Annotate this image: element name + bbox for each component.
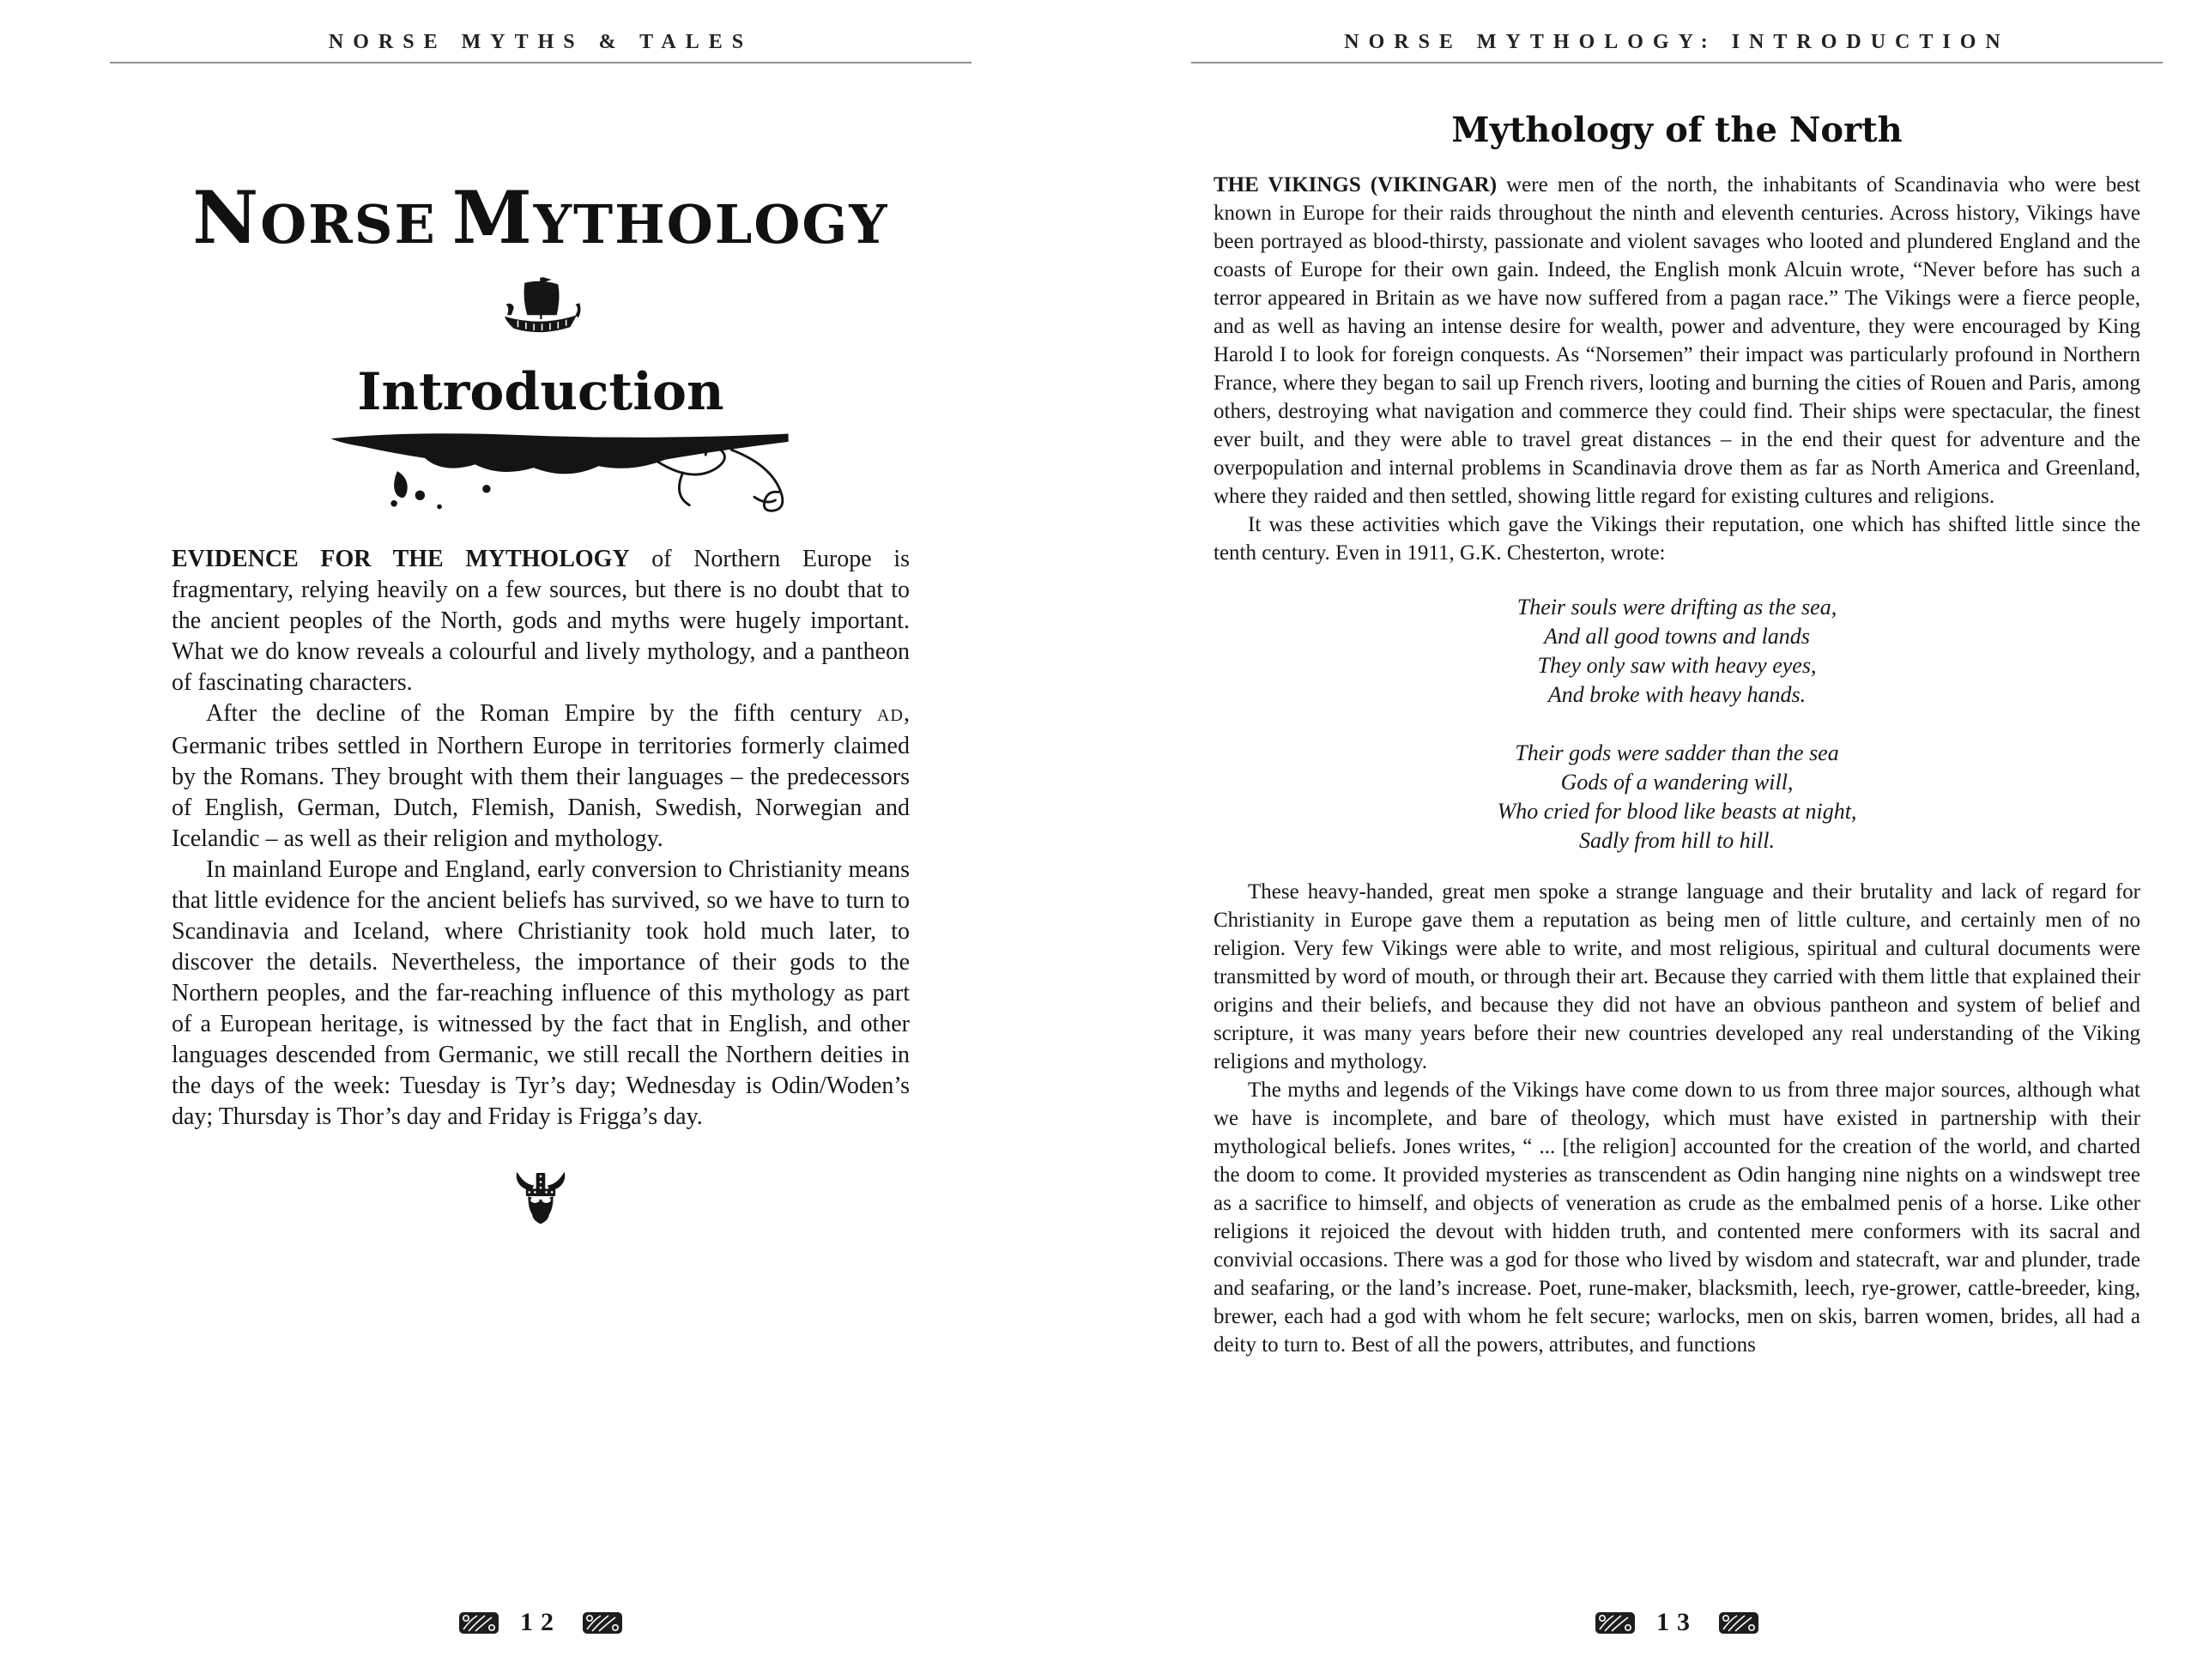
poem-line: Sadly from hill to hill. [1579,828,1775,853]
paragraph: These heavy-handed, great men spoke a strange language and their brutality and lack of regard for Christianity in Europe gave them a reputation as being men of little culture, and certainly men of no religion. Very few Vikings were able to write, and most religious, spiritual and cultural documents were transmitted by word of mouth, or through their art. Because they carried with them little that explained their origins and their beliefs, and because they did not have an obvious pantheon and system of belief and scripture, it was many years before their new countries developed any real understanding of the Viking religions and mythology. [1213,880,2140,1073]
poem-line: Their souls were drifting as the sea, [1516,595,1837,619]
section-title: Mythology of the North [1451,110,1903,150]
poem-line: And all good towns and lands [1544,624,1810,649]
viking-helmet-icon [512,1170,569,1239]
ink-flourish-decoration [311,426,808,515]
paragraph-text: After the decline of the Roman Empire by the fifth century [206,700,877,727]
paragraph: In mainland Europe and England, early conversion to Christianity means that little evidence for the ancient beliefs has survived, so we have to turn to Scandinavia and Iceland, where Christianity took hold much later, to discover the details. Nevertheless, the importance of their gods to the Northern peoples, and the far-reaching influence of this mythology as part of a European heritage, is witnessed by the fact that in English, and other languages descended from Germanic, we still recall the Northern deities in the days of the week: Tuesday is Tyr’s day; Wednesday is Odin/Woden’s day; Thursday is Thor’s day and Friday is Frigga’s day. [172,856,910,1130]
header-rule [1191,62,2163,63]
viking-longship-icon [499,276,582,343]
smallcaps-ad: AD [876,706,904,725]
poem-stanza [1213,593,2140,710]
paragraph [172,698,910,855]
footer-ornament-icon [1595,1611,1636,1635]
title-initial: M [451,175,534,260]
poem-line: Who cried for blood like beasts at night, [1497,799,1857,824]
body-text-column [172,544,910,1133]
paragraph: The myths and legends of the Vikings have come down to us from three major sources, although what we have is incomplete, and bare of theology, which must have existed in partnership with their mythological beliefs. Jones writes, “ ... [the religion] accounted for the creation of the world, and charted the doom to come. It provided mysteries as transcendent as Odin hanging nine nights on a windswept tree as a sacrifice to himself, and objects of veneration as crude as the embalmed penis of a horse. Like other religions it rejoiced the devout with hidden truth, and contented mere conformers with its sacral and convivial occasions. There was a god for those who lived by wisdom and statecraft, war and plunder, trade and seafaring, or the land’s increase. Poet, rune-maker, blacksmith, leech, rye-grower, cattle-breeder, king, brewer, each had a god with whom he felt secure; warlocks, men on skis, barren women, brides, all had a deity to turn to. Best of all the powers, attributes, and functions [1213,1079,2140,1357]
page-number: 13 [1656,1608,1698,1636]
paragraph: It was these activities which gave the Vikings their reputation, one which has shifted little since the tenth century. Even in 1911, G.K. Chesterton, wrote: [1213,513,2140,565]
paragraph-text: , Germanic tribes settled in Northern Europe in territories formerly claimed by the Romans. They brought with them their languages – the predecessors of English, German, Dutch, Flemish, Danish, Swedish, Norwegian and Icelandic – as well as their religion and mythology. [172,700,910,852]
paragraph-lead: THE VIKINGS (VIKINGAR) [1213,173,1498,196]
paragraph [1213,171,2140,511]
poem-line: Gods of a wandering will, [1560,770,1794,795]
chapter-subtitle: Introduction [357,362,724,422]
poem-line: And broke with heavy hands. [1547,682,1807,707]
running-head: NORSE MYTHOLOGY: INTRODUCTION [1344,31,2010,53]
page-footer [1191,1608,2163,1637]
footer-ornament-icon [458,1611,499,1635]
running-head: NORSE MYTHS & TALES [328,31,754,53]
paragraph-text: were men of the north, the inhabitants of Scandinavia who were best known in Europe for their raids throughout the ninth and eleventh centuries. Across history, Vikings have been portrayed as blood-thirsty, passionate and violent savages who looted and plundered England and the coasts of Europe for their own gain. Indeed, the English monk Alcuin wrote, “Never before has such a terror appeared in Britain as we have now suffered from a pagan race.” The Vikings were a fierce people, and as well as having an intense desire for wealth, power and adventure, they were encouraged by King Harold I to look for foreign conquests. As “Norsemen” their impact was particularly profound in Northern France, where they began to sail up French rivers, looting and burning the cities of Rouen and Paris, among others, destroying what navigation and commerce they could find. Their ships were spectacular, the finest ever built, and they were able to travel great distances – in the end their quest for adventure and the overpopulation and internal problems in Scandinavia drove them as far as North America and Greenland, where they raided and then settled, showing little regard for existing cultures and religions. [1213,173,2140,508]
page-footer [110,1608,971,1637]
paragraph-lead: EVIDENCE FOR THE MYTHOLOGY [172,546,630,572]
paragraph-text: of Northern Europe is fragmentary, relying heavily on a few sources, but there is no doubt that to the ancient peoples of the North, gods and myths were hugely important. What we do know reveals a colourful and lively mythology, and a pantheon of fascinating characters. [172,546,910,696]
poem-line: Their gods were sadder than the sea [1515,740,1839,765]
page-title [110,175,971,260]
body-text-column [1213,171,2140,1359]
title-text: YTHOLOGY [533,193,889,256]
poem-line: They only saw with heavy eyes, [1537,653,1817,678]
title-initial: N [192,175,261,260]
book-page-right [1191,0,2163,1680]
footer-ornament-icon [1718,1611,1759,1635]
poem-quote [1213,593,2140,855]
poem-stanza [1213,739,2140,855]
header-rule [110,62,971,63]
footer-ornament-icon [582,1611,623,1635]
book-page-left [110,0,971,1680]
paragraph [172,544,910,698]
title-text: ORSE [260,193,437,256]
page-number: 12 [520,1608,561,1636]
